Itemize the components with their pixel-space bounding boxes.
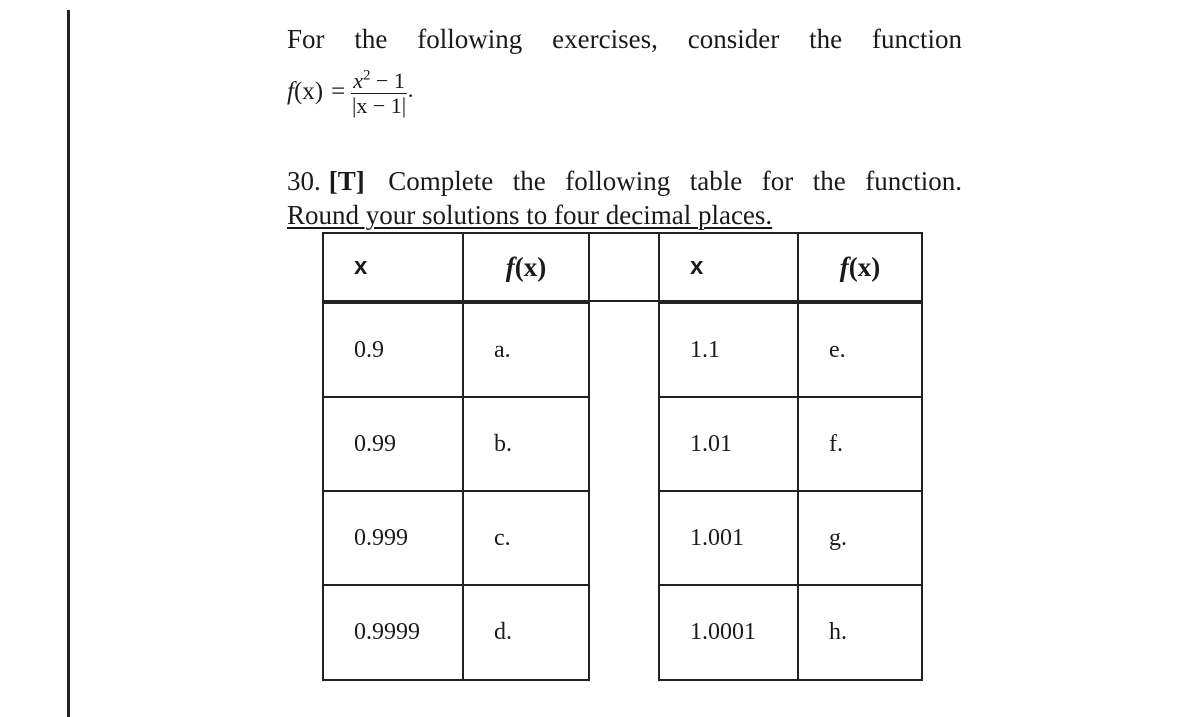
cell-x-right-3: 1.001	[658, 490, 799, 586]
formula-denominator: |x − 1|	[351, 92, 407, 118]
cell-x-right-1: 1.1	[658, 302, 799, 398]
question-text	[287, 164, 962, 232]
function-formula	[287, 60, 413, 124]
cell-f-left-4: d.	[462, 584, 590, 681]
header-spacer	[588, 232, 660, 302]
question-line-2: Round your solutions to four decimal places.	[287, 200, 773, 230]
question-number: 30.	[287, 166, 321, 196]
cell-f-left-2: b.	[462, 396, 590, 492]
numerator-rest: − 1	[370, 67, 405, 93]
cell-x-left-4: 0.9999	[322, 584, 464, 681]
numerator-exponent: 2	[362, 67, 371, 84]
question-tag: [T]	[328, 166, 365, 196]
numerator-var: x	[353, 67, 363, 93]
question-instruction: Complete the following table for the function.	[388, 166, 962, 196]
header-f-left-arg: (x)	[514, 251, 547, 282]
formula-fraction	[351, 67, 407, 118]
header-f-right	[797, 232, 923, 302]
cell-f-right-1: e.	[797, 302, 923, 398]
question-line-1	[287, 164, 962, 198]
formula-period: .	[407, 77, 414, 102]
cell-f-left-1: a.	[462, 302, 590, 398]
cell-f-right-4: h.	[797, 584, 923, 681]
cell-f-right-2: f.	[797, 396, 923, 492]
header-f-right-fn: f	[839, 251, 849, 282]
cell-x-left-2: 0.99	[322, 396, 464, 492]
formula-numerator	[351, 67, 407, 94]
formula-lhs: f	[287, 78, 294, 105]
cell-x-right-2: 1.01	[658, 396, 799, 492]
cell-f-left-3: c.	[462, 490, 590, 586]
cell-x-left-3: 0.999	[322, 490, 464, 586]
formula-lhs-arg: (x)	[293, 78, 324, 105]
header-x-left: x	[322, 232, 464, 302]
header-f-right-arg: (x)	[848, 251, 881, 282]
cell-x-left-1: 0.9	[322, 302, 464, 398]
values-table	[322, 232, 923, 681]
formula-equals: =	[331, 78, 346, 105]
cell-f-right-3: g.	[797, 490, 923, 586]
header-f-left	[462, 232, 590, 302]
header-x-right: x	[658, 232, 799, 302]
header-f-left-fn: f	[505, 251, 515, 282]
cell-x-right-4: 1.0001	[658, 584, 799, 681]
page-margin-rule	[67, 10, 70, 717]
intro-text: For the following exercises, consider the function	[287, 24, 962, 54]
